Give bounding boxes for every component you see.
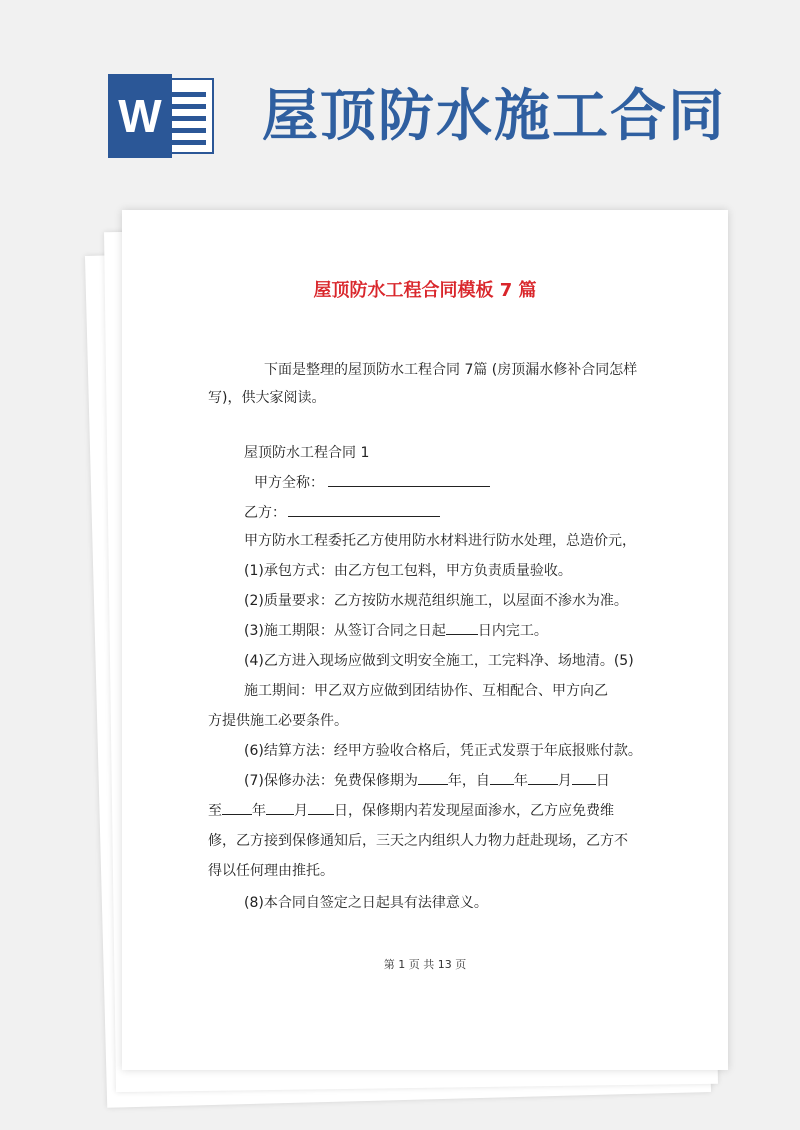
warranty-suffix: 保修期内若发现屋面渗水，乙方应免费维 [362,803,614,819]
clause-line: (2)质量要求：乙方按防水规范组织施工，以屋面不渗水为准。 [244,593,628,609]
clause-3-suffix: 日内完工。 [477,623,548,639]
party-a-label: 甲方全称： [254,475,324,491]
party-b-label: 乙方： [244,505,286,521]
party-b-row [244,502,440,524]
clause-line: (6)结算方法：经甲方验收合格后，凭正式发票于年底报账付款。 [244,743,642,759]
banner-header [0,0,800,200]
party-b-blank [288,502,440,517]
section-title: 屋顶防水工程合同 1 [244,445,370,461]
party-a-row [254,472,490,494]
to-day-label: 日， [334,803,362,819]
to-year-label: 年 [252,803,266,819]
clause-line: (8)本合同自签定之日起具有法律意义。 [244,895,488,911]
from-month-blank [528,770,558,785]
warranty-line-2 [208,800,614,822]
clause-3-prefix: (3)施工期限：从签订合同之日起 [244,623,446,639]
clause-line-3 [244,620,548,642]
clause-line: 甲方防水工程委托乙方使用防水材料进行防水处理，总造价元， [244,533,636,549]
clause-line: 施工期间：甲乙双方应做到团结协作、互相配合、甲方向乙 [244,683,608,699]
to-month-blank [266,800,294,815]
from-day-blank [572,770,596,785]
from-year-blank [490,770,514,785]
from-month-label: 月 [557,773,572,789]
word-document-icon [108,74,214,158]
document-page [122,210,728,1070]
banner-title: 屋顶防水施工合同 [262,83,726,149]
clause-line: 方提供施工必要条件。 [208,713,348,729]
from-year-label: 年 [513,773,528,789]
days-blank [446,620,478,635]
warranty-to-label: 至 [208,803,222,819]
party-a-blank [328,472,490,487]
clause-line: 修，乙方接到保修通知后，三天之内组织人力物力赶赴现场，乙方不 [208,833,628,849]
intro-paragraph: 下面是整理的屋顶防水工程合同 7篇 (房顶漏水修补合同怎样写)，供大家阅读。 [208,362,638,406]
word-letter: W [108,74,172,158]
clause-line: (1)承包方式：由乙方包工包料，甲方负责质量验收。 [244,563,572,579]
document-title: 屋顶防水工程合同模板 7 篇 [313,280,537,301]
from-day-label: 日 [595,773,610,789]
warranty-years-blank [418,770,448,785]
page-footer: 第 1 页 共 13 页 [383,958,467,971]
warranty-from-label: 自 [475,773,490,789]
warranty-prefix: (7)保修办法：免费保修期为 [244,773,418,789]
clause-line: (4)乙方进入现场应做到文明安全施工，工完料净、场地清。(5) [244,653,634,669]
to-month-label: 月 [294,803,308,819]
warranty-year-label: 年， [447,773,476,789]
to-year-blank [222,800,252,815]
clause-line: 得以任何理由推托。 [208,863,334,879]
to-day-blank [308,800,334,815]
warranty-line-1 [244,770,610,792]
